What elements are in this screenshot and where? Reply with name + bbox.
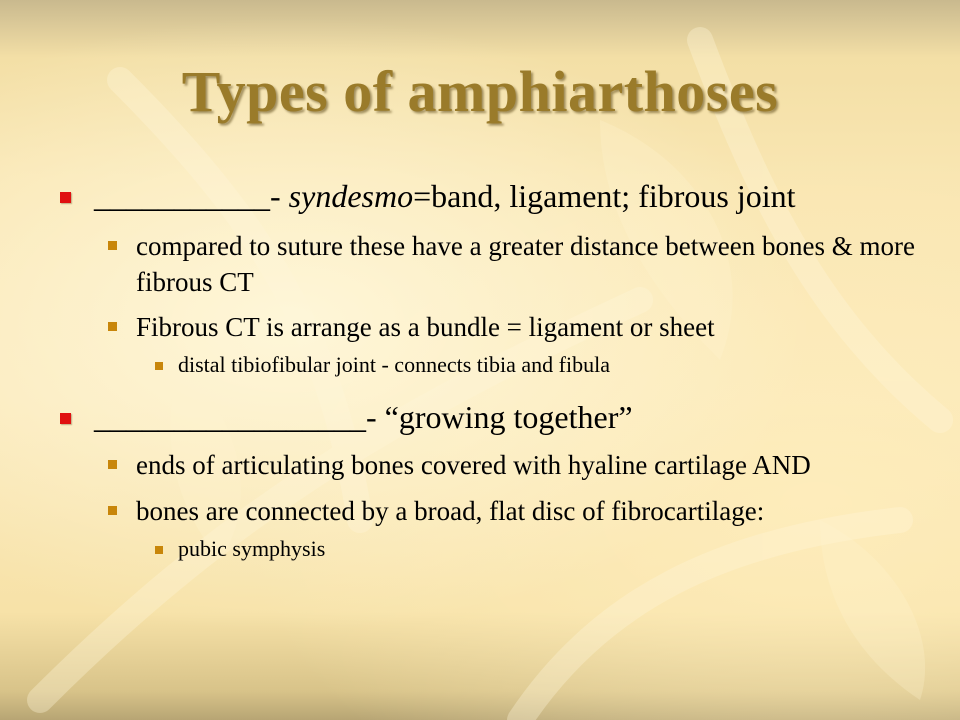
- bullet-marker: [60, 413, 71, 424]
- bullet-marker: [108, 460, 117, 469]
- definition: - “growing together”: [366, 399, 633, 435]
- bullet-marker: [108, 241, 117, 250]
- dash: -: [270, 178, 289, 214]
- sub-bullet-text: ends of articulating bones covered with hyaline cartilage AND: [136, 450, 811, 480]
- example-text: distal tibiofibular joint - connects tibia and fibula: [178, 352, 610, 377]
- sub-bullet-text: compared to suture these have a greater distance between bones & more fibrous CT: [136, 231, 915, 297]
- sub-bullet-text: bones are connected by a broad, flat disc of fibrocartilage:: [136, 496, 765, 526]
- bullet-marker: [108, 322, 117, 331]
- blank-line: _________________: [94, 399, 366, 435]
- example-pubic-symphysis: [58, 535, 938, 563]
- sub-bullet-text: Fibrous CT is arrange as a bundle = ligament or sheet: [136, 312, 715, 342]
- bullet-symphysis: [58, 399, 938, 435]
- term-syndesmo: syndesmo: [288, 178, 414, 214]
- sub-bullet-disc: [58, 493, 938, 529]
- sub-bullet-hyaline: [58, 447, 938, 483]
- bullet-list: [58, 178, 938, 563]
- definition: =band, ligament; fibrous joint: [413, 178, 796, 214]
- blank-line: ___________: [94, 178, 270, 214]
- bullet-marker: [155, 362, 163, 370]
- example-tibiofibular: [58, 351, 938, 379]
- sub-bullet-distance: [58, 228, 938, 300]
- bullet-marker: [60, 192, 71, 203]
- slide-title: Types of amphiarthoses: [181, 59, 779, 124]
- example-text: pubic symphysis: [178, 536, 326, 561]
- bullet-marker: [108, 506, 117, 515]
- bullet-syndesmosis: [58, 178, 938, 214]
- sub-bullet-bundle: [58, 309, 938, 345]
- bullet-marker: [155, 546, 163, 554]
